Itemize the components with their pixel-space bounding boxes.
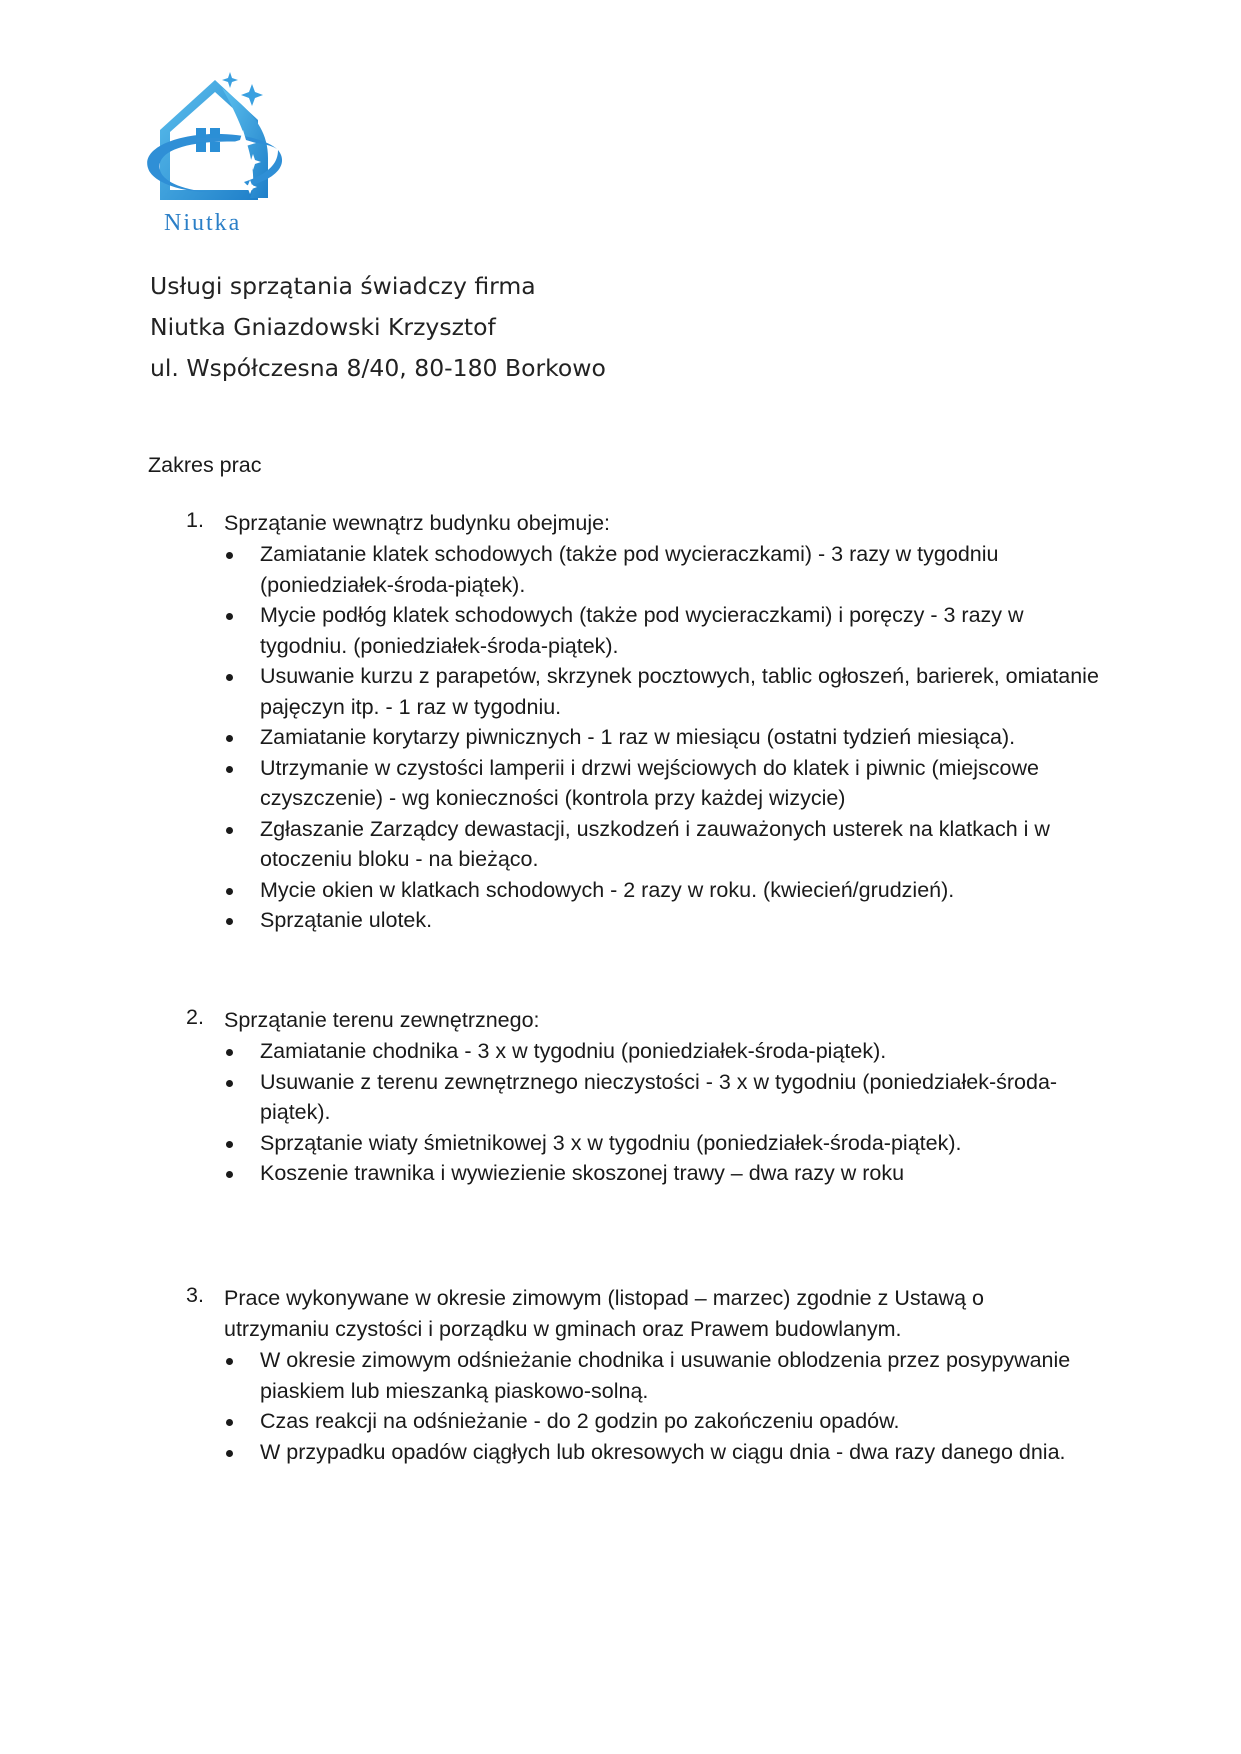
list-item: Sprzątanie ulotek. xyxy=(224,905,1104,936)
list-item: Zamiatanie klatek schodowych (także pod wycieraczkami) - 3 razy w tygodniu (poniedziałek-środa-piątek). xyxy=(224,539,1104,600)
list-item: Zamiatanie korytarzy piwnicznych - 1 raz w miesiącu (ostatni tydzień miesiąca). xyxy=(224,722,1104,753)
list-item: W okresie zimowym odśnieżanie chodnika i usuwanie oblodzenia przez posypywanie piaskiem lub mieszanką piaskowo-solną. xyxy=(224,1345,1104,1406)
company-logo xyxy=(140,70,290,240)
list-item: Czas reakcji na odśnieżanie - do 2 godzin po zakończeniu opadów. xyxy=(224,1406,1104,1437)
company-header xyxy=(150,266,606,389)
list-item: Sprzątanie wiaty śmietnikowej 3 x w tygodniu (poniedziałek-środa-piątek). xyxy=(224,1128,1104,1159)
list-item: Koszenie trawnika i wywiezienie skoszonej trawy – dwa razy w roku xyxy=(224,1158,1104,1189)
logo-text: Niutka xyxy=(164,210,242,236)
section-title: Prace wykonywane w okresie zimowym (listopad – marzec) zgodnie z Ustawą o utrzymaniu czystości i porządku w gminach oraz Prawem budowlanym. xyxy=(224,1286,984,1341)
section-title: Sprzątanie terenu zewnętrznego: xyxy=(224,1008,540,1032)
bullet-icon xyxy=(226,1171,233,1178)
scope-title: Zakres prac xyxy=(148,453,262,477)
section-number: 2. xyxy=(186,1005,204,1029)
list-item: W przypadku opadów ciągłych lub okresowych w ciągu dnia - dwa razy danego dnia. xyxy=(224,1437,1104,1468)
bullet-list xyxy=(224,539,1104,936)
bullet-icon xyxy=(226,1141,233,1148)
bullet-icon xyxy=(226,613,233,620)
list-item: Zgłaszanie Zarządcy dewastacji, uszkodzeń i zauważonych usterek na klatkach i w otoczeniu bloku - na bieżąco. xyxy=(224,814,1104,875)
bullet-icon xyxy=(226,1419,233,1426)
list-item: Usuwanie z terenu zewnętrznego nieczystości - 3 x w tygodniu (poniedziałek-środa-piątek). xyxy=(224,1067,1104,1128)
bullet-icon xyxy=(226,674,233,681)
bullet-icon xyxy=(226,827,233,834)
section-title: Sprzątanie wewnątrz budynku obejmuje: xyxy=(224,511,611,535)
bullet-icon xyxy=(226,1080,233,1087)
section-number: 3. xyxy=(186,1283,204,1307)
bullet-icon xyxy=(226,552,233,559)
header-line-1: Usługi sprzątania świadczy firma xyxy=(150,272,536,300)
bullet-icon xyxy=(226,766,233,773)
list-item: Mycie podłóg klatek schodowych (także pod wycieraczkami) i poręczy - 3 razy w tygodniu. (poniedziałek-środa-piątek). xyxy=(224,600,1104,661)
list-item: Utrzymanie w czystości lamperii i drzwi wejściowych do klatek i piwnic (miejscowe czyszczenie) - wg konieczności (kontrola przy każdej wizycie) xyxy=(224,753,1104,814)
bullet-icon xyxy=(226,1358,233,1365)
list-item: Zamiatanie chodnika - 3 x w tygodniu (poniedziałek-środa-piątek). xyxy=(224,1036,1104,1067)
list-item: Usuwanie kurzu z parapetów, skrzynek pocztowych, tablic ogłoszeń, barierek, omiatanie pajęczyn itp. - 1 raz w tygodniu. xyxy=(224,661,1104,722)
bullet-icon xyxy=(226,1450,233,1457)
bullet-icon xyxy=(226,735,233,742)
bullet-icon xyxy=(226,918,233,925)
bullet-list xyxy=(224,1036,1104,1189)
house-sparkle-icon xyxy=(140,70,290,210)
bullet-icon xyxy=(226,888,233,895)
header-line-2: Niutka Gniazdowski Krzysztof xyxy=(150,313,496,341)
bullet-icon xyxy=(226,1049,233,1056)
bullet-list xyxy=(224,1345,1104,1467)
list-item: Mycie okien w klatkach schodowych - 2 razy w roku. (kwiecień/grudzień). xyxy=(224,875,1104,906)
section-number: 1. xyxy=(186,508,204,532)
header-line-3: ul. Współczesna 8/40, 80-180 Borkowo xyxy=(150,354,606,382)
